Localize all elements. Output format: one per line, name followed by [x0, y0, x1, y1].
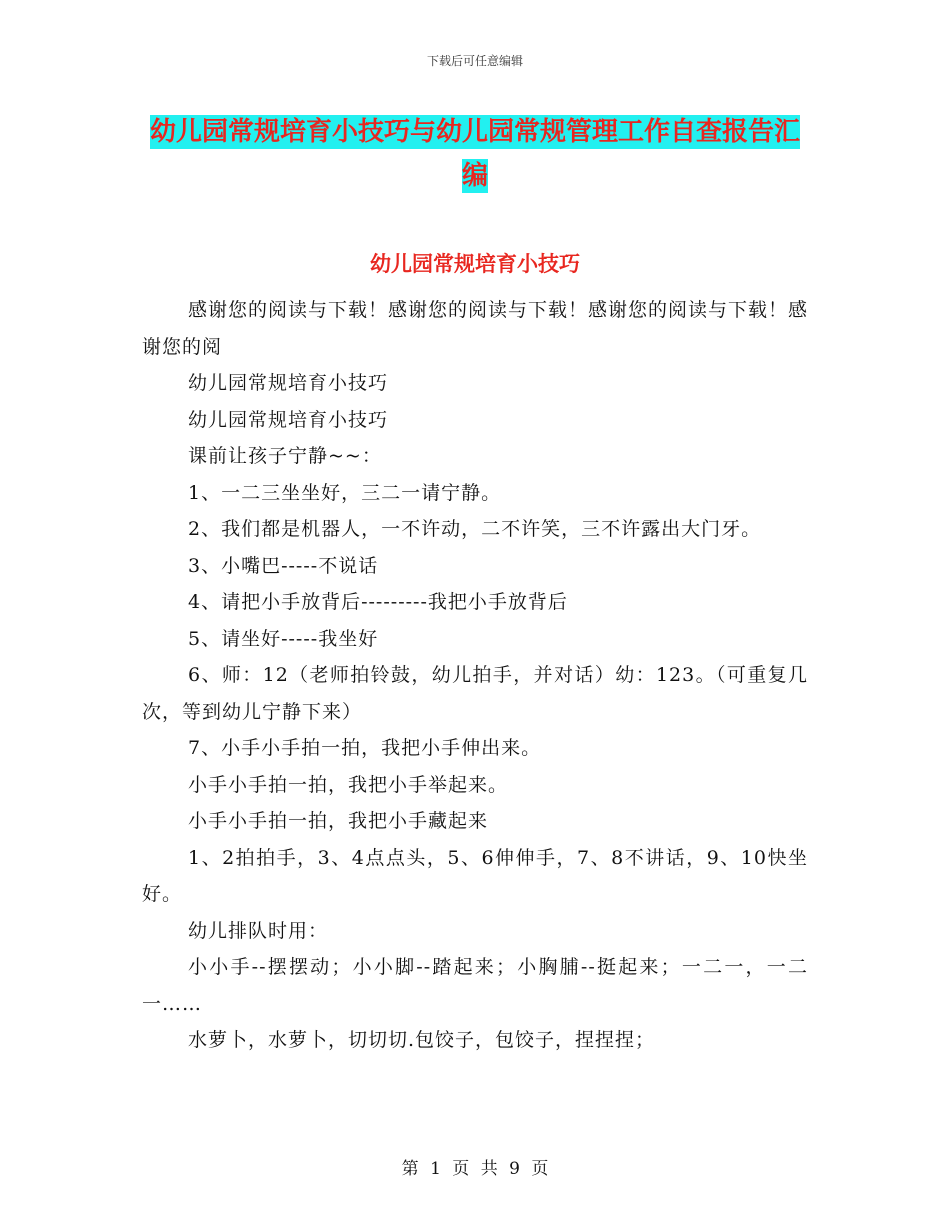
- paragraph: 小手小手拍一拍，我把小手藏起来: [188, 810, 489, 832]
- paragraph: 2、我们都是机器人，一不许动，二不许笑，三不许露出大门牙。: [188, 518, 762, 540]
- paragraph: 7、小手小手拍一拍，我把小手伸出来。: [188, 737, 542, 759]
- paragraph: 水萝卜，水萝卜，切切切.包饺子，包饺子，捏捏捏；: [188, 1029, 656, 1051]
- paragraph: 3、小嘴巴-----不说话: [188, 554, 379, 577]
- document-title: [140, 110, 810, 198]
- document-body: [142, 292, 808, 1059]
- paragraph: 小小手--摆摆动；小小脚--踏起来；小胸脯--挺起来；一二一，一二一……: [142, 956, 808, 1015]
- paragraph: 4、请把小手放背后---------我把小手放背后: [188, 591, 568, 613]
- paragraph: 感谢您的阅读与下载！感谢您的阅读与下载！感谢您的阅读与下载！感谢您的阅: [142, 299, 809, 358]
- paragraph: 幼儿排队时用：: [188, 919, 329, 942]
- page-number-footer: 第 1 页 共 9 页: [401, 1159, 549, 1179]
- document-title-text: 幼儿园常规培育小技巧与幼儿园常规管理工作自查报告汇编: [149, 117, 800, 191]
- paragraph: 小手小手拍一拍，我把小手举起来。: [188, 773, 509, 796]
- paragraph: 5、请坐好-----我坐好: [188, 627, 379, 650]
- paragraph: 1、一二三坐坐好，三二一请宁静。: [188, 481, 502, 504]
- header-note: 下载后可任意编辑: [426, 54, 523, 68]
- paragraph: 1、2拍拍手，3、4点点头，5、6伸伸手，7、8不讲话，9、10快坐好。: [142, 846, 808, 905]
- paragraph: 幼儿园常规培育小技巧: [188, 408, 389, 431]
- section-title: 幼儿园常规培育小技巧: [370, 252, 580, 276]
- paragraph: 课前让孩子宁静~~：: [188, 445, 382, 467]
- paragraph: 幼儿园常规培育小技巧: [188, 372, 389, 394]
- paragraph: 6、师：12（老师拍铃鼓，幼儿拍手，并对话）幼：123。（可重复几次，等到幼儿宁静下来）: [142, 664, 808, 723]
